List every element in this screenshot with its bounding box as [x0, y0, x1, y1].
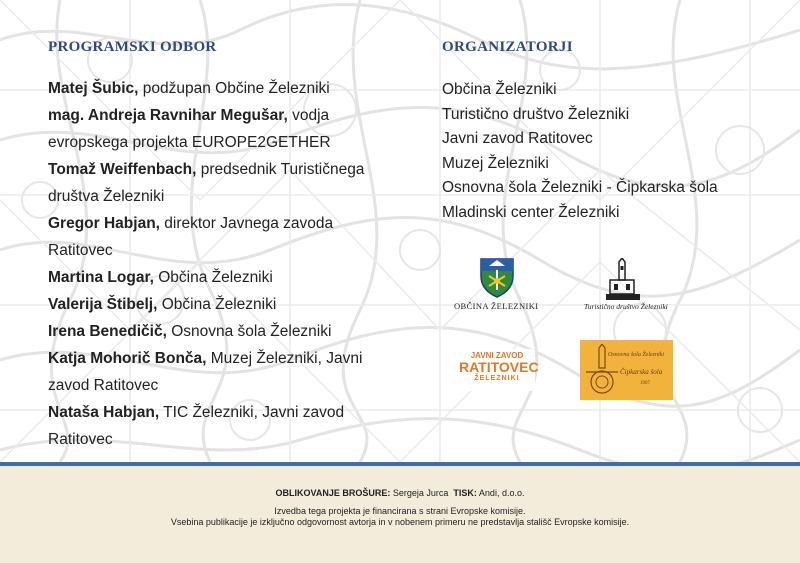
committee-member: [48, 264, 393, 291]
ratitovec-logo: [459, 349, 539, 391]
committee-member: [48, 102, 393, 156]
member-name: Martina Logar,: [48, 269, 154, 286]
footer: [0, 466, 800, 563]
committee-member: [48, 345, 393, 399]
organizer-item: Osnovna šola Železniki - Čipkarska šola: [442, 179, 718, 196]
print-value: Andi, d.o.o.: [476, 488, 525, 498]
footer-disclaimer: Vsebina publikacije je izključno odgovornost avtorja in v nobenem primeru ne predstavlja stališč Evropske komisije.: [170, 517, 630, 527]
member-role-cont: Ratitovec: [48, 431, 113, 448]
member-role: Osnovna šola Železniki: [166, 323, 332, 340]
member-name: Irena Benedičič,: [48, 323, 167, 340]
design-value: Sergeja Jurca: [390, 488, 449, 498]
member-name: Matej Šubic,: [48, 80, 139, 97]
cipkarska-line1: Osnovna šola Železniki: [608, 352, 664, 358]
member-name: Nataša Habjan,: [48, 404, 160, 421]
committee-member: [48, 156, 393, 210]
ratitovec-logo-top: JAVNI ZAVOD: [470, 351, 524, 360]
member-role: predsednik Turističnega: [196, 161, 365, 178]
member-role: Občina Železniki: [157, 296, 277, 313]
member-name: Tomaž Weiffenbach,: [48, 161, 197, 178]
design-label: OBLIKOVANJE BROŠURE:: [275, 488, 391, 498]
turisticno-drustvo-caption: Turistično društvo Železniki: [584, 302, 668, 311]
organizers-heading: ORGANIZATORJI: [442, 39, 573, 55]
ratitovec-logo-bottom: ŽELEZNIKI: [474, 375, 520, 382]
cipkarska-year: 1907: [640, 381, 650, 386]
program-committee-heading: PROGRAMSKI ODBOR: [48, 39, 217, 55]
member-role-cont: evropskega projekta EUROPE2GETHER: [48, 134, 331, 151]
member-role-cont: društva Železniki: [48, 188, 165, 205]
member-name: Katja Mohorič Bonča,: [48, 350, 207, 367]
organizer-item: Javni zavod Ratitovec: [442, 130, 593, 147]
organizer-item: Občina Železniki: [442, 81, 557, 98]
member-role-cont: zavod Ratitovec: [48, 377, 159, 394]
member-role: Občina Železniki: [153, 269, 273, 286]
cipkarska-sola-logo: [580, 340, 673, 400]
program-committee-list: [48, 75, 393, 453]
turisticno-drustvo-tower-icon: [600, 258, 644, 302]
member-role: direktor Javnega zavoda: [159, 215, 334, 232]
organizer-item: Turistično društvo Železniki: [442, 105, 630, 123]
member-role: podžupan Občine Železniki: [138, 80, 330, 97]
member-role: vodja: [287, 107, 330, 124]
organizers-list: [442, 78, 718, 225]
committee-member: [48, 75, 393, 102]
member-name: Valerija Štibelj,: [48, 296, 158, 313]
committee-member: [48, 318, 393, 345]
committee-member: [48, 399, 393, 453]
committee-member: [48, 291, 393, 318]
member-role: TIC Železniki, Javni zavod: [159, 404, 345, 421]
ratitovec-logo-main: RATITOVEC: [459, 359, 539, 375]
organizer-item: Muzej Železniki: [442, 154, 549, 172]
member-name: Gregor Habjan,: [48, 215, 160, 232]
member-name: mag. Andreja Ravnihar Megušar,: [48, 107, 288, 124]
organizer-item: Mladinski center Železniki: [442, 203, 620, 221]
cipkarska-line2: Čipkarska šola: [620, 368, 663, 376]
footer-credits: [0, 488, 800, 498]
obcina-zelezniki-coat-of-arms-icon: [476, 256, 518, 298]
print-label: TISK:: [453, 488, 477, 498]
obcina-zelezniki-caption: OBČINA ŽELEZNIKI: [454, 301, 539, 311]
committee-member: [48, 210, 393, 264]
member-role: Muzej Železniki, Javni: [206, 350, 363, 367]
member-role-cont: Ratitovec: [48, 242, 113, 259]
footer-funding-note: Izvedba tega projekta je financirana s strani Evropske komisije.: [274, 506, 526, 516]
